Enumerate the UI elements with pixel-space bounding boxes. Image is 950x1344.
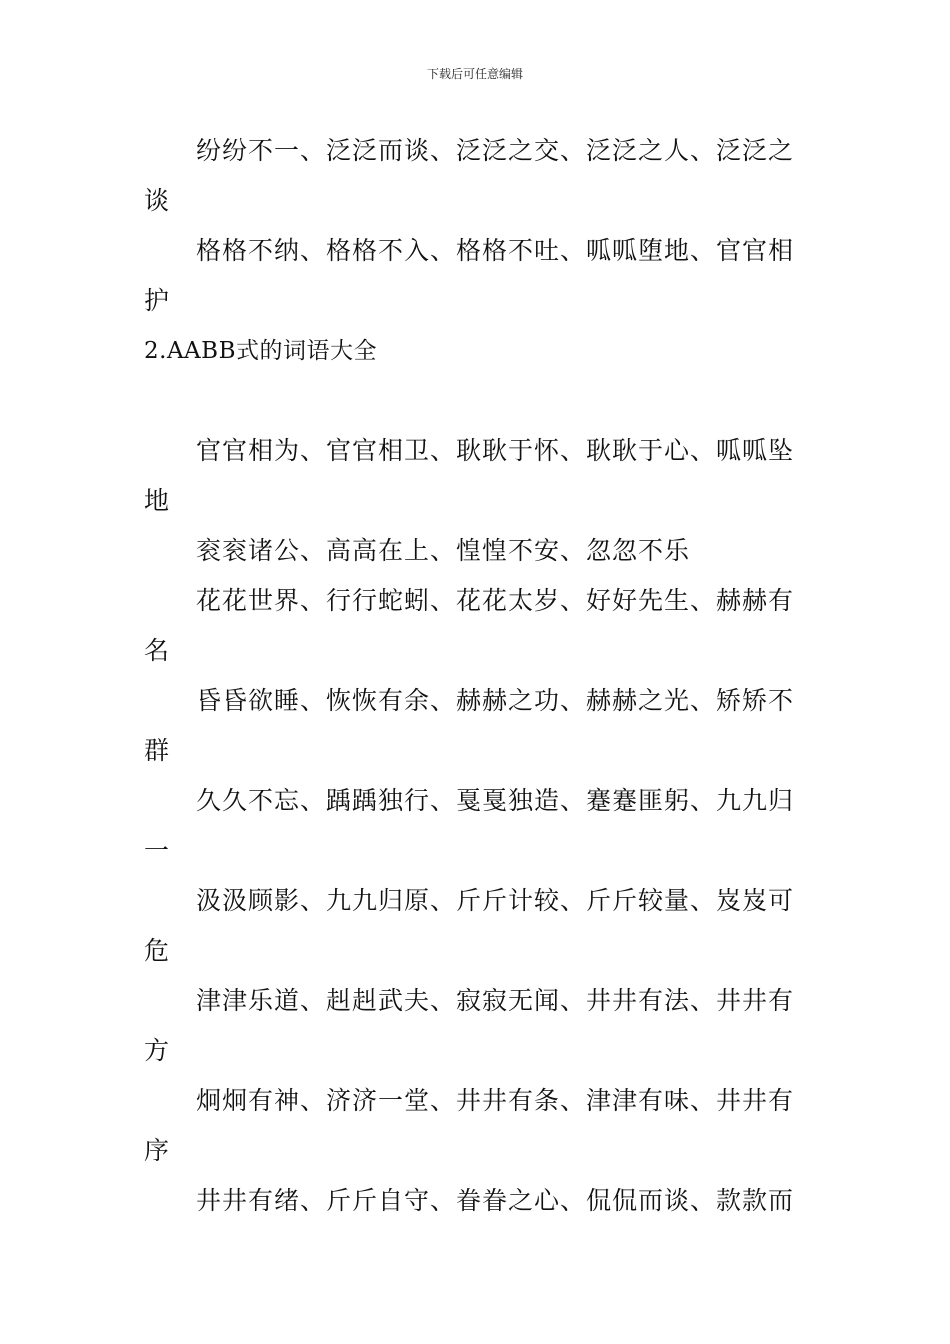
- paragraph: 津津乐道、赳赳武夫、寂寂无闻、井井有法、井井有方: [144, 986, 795, 1065]
- paragraph: 衮衮诸公、高高在上、惶惶不安、忽忽不乐: [196, 536, 691, 565]
- paragraph: 花花世界、行行蛇蚓、花花太岁、好好先生、赫赫有名: [144, 586, 795, 665]
- blank-line: [144, 376, 806, 426]
- document-body: [144, 126, 806, 1226]
- paragraph: 久久不忘、踽踽独行、戛戛独造、蹇蹇匪躬、九九归一: [144, 786, 795, 865]
- paragraph: 昏昏欲睡、恢恢有余、赫赫之功、赫赫之光、矫矫不群: [144, 686, 795, 765]
- paragraph: 汲汲顾影、九九归原、斤斤计较、斤斤较量、岌岌可危: [144, 886, 795, 965]
- section-heading: 2.AABB式的词语大全: [144, 338, 377, 364]
- paragraph: 纷纷不一、泛泛而谈、泛泛之交、泛泛之人、泛泛之谈: [144, 136, 795, 215]
- paragraph: 官官相为、官官相卫、耿耿于怀、耿耿于心、呱呱坠地: [144, 436, 795, 515]
- paragraph: 炯炯有神、济济一堂、井井有条、津津有味、井井有序: [144, 1086, 795, 1165]
- paragraph: 格格不纳、格格不入、格格不吐、呱呱堕地、官官相护: [144, 236, 795, 315]
- page-header: 下载后可任意编辑: [426, 67, 523, 81]
- paragraph: 井井有绪、斤斤自守、眷眷之心、侃侃而谈、款款而: [196, 1186, 795, 1215]
